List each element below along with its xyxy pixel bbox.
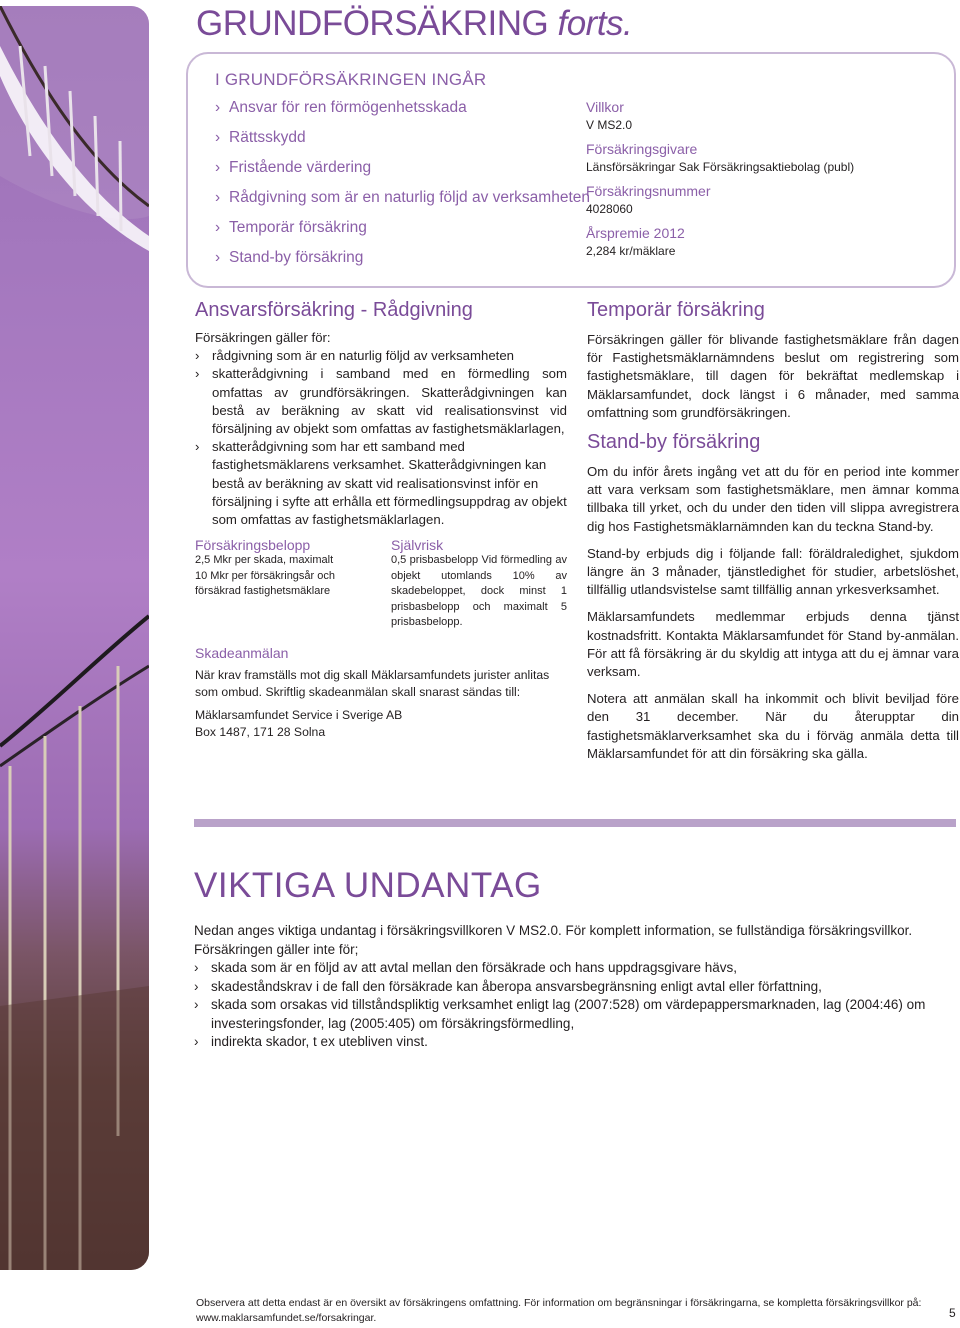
- villkor-value: V MS2.0: [586, 118, 633, 132]
- list-item-text: indirekta skador, t ex utebliven vinst.: [211, 1034, 428, 1049]
- chevron-right-icon: ›: [215, 99, 221, 116]
- page-title-main: GRUNDFÖRSÄKRING: [196, 4, 549, 43]
- standby-p3: Mäklarsamfundets medlemmar erbjuds denna tjänst kostnadsfritt. Kontakta Mäklarsamfundet för Stand by-anmälan. För att få försäkring är du skyldig att intyga att du ej ämnar vara verksam.: [587, 609, 959, 680]
- chevron-right-icon: ›: [195, 439, 200, 455]
- premie-label: Årspremie 2012: [586, 225, 685, 241]
- standby-p2: Stand-by erbjuds dig i följande fall: föräldraledighet, sjukdom längre än 3 månader, tjänstledighet för studier, arbetslöshet, tillfällig utlandsvistelse samt tillfällig annan yrkesverksamhet.: [587, 545, 959, 598]
- temporar-text: Försäkringen gäller för blivande fastighetsmäklare från dagen för Fastighetsmäklarnämndens beslut om registrering som fastighetsmäklare, till dagen för bekräftat medlemskap i Mäklarsamfundet, dock längst i 6 månader, med samma omfattning som grundförsäkringen.: [587, 332, 959, 420]
- chevron-right-icon: ›: [194, 978, 199, 994]
- staircase-photo: [0, 6, 149, 1270]
- chevron-right-icon: ›: [215, 159, 221, 176]
- viktiga-heading: VIKTIGA UNDANTAG: [194, 866, 542, 905]
- page-number: 5: [949, 1306, 956, 1320]
- list-item-text: skadeståndskrav i de fall den försäkrade kan åberopa ansvarsbegränsning enligt avtal eller författning,: [211, 978, 822, 994]
- address-line-2: Box 1487, 171 28 Solna: [195, 724, 326, 739]
- list-item: [215, 247, 590, 277]
- chevron-right-icon: ›: [195, 348, 200, 364]
- viktiga-list: [194, 959, 954, 1052]
- list-item: [215, 97, 590, 127]
- list-item: [195, 365, 567, 438]
- viktiga-body: [194, 922, 954, 1052]
- nummer-label: Försäkringsnummer: [586, 183, 711, 199]
- belopp-row: [195, 537, 567, 631]
- belopp-text: 2,5 Mkr per skada, maximalt 10 Mkr per försäkringsår och försäkrad fastighetsmäklare: [195, 554, 335, 598]
- ansvar-section: [195, 299, 567, 741]
- nummer-value: 4028060: [586, 202, 633, 216]
- standby-p1: Om du inför årets ingång vet att du för en period inte kommer att vara verksam som fastighetsmäklare, men ämnar komma tillbaka till yrket, och du under den tiden vill slippa avregistrera dig hos Fastighetsmäklarnämnden kan du teckna Stand-by.: [587, 464, 959, 534]
- included-list: [215, 97, 590, 277]
- belopp-block: [195, 537, 391, 631]
- skade-label: Skadeanmälan: [195, 644, 289, 661]
- chevron-right-icon: ›: [215, 189, 221, 206]
- chevron-right-icon: ›: [215, 219, 221, 236]
- list-item-text: skada som är en följd av att avtal mellan den försäkrade och hans uppdragsgivare hävs,: [211, 960, 738, 975]
- givare-label: Försäkringsgivare: [586, 141, 698, 157]
- temporar-heading: Temporär försäkring: [587, 299, 765, 321]
- temporar-body: [587, 331, 959, 422]
- standby-heading: Stand-by försäkring: [587, 431, 761, 454]
- standby-p4: Notera att anmälan skall ha inkommit och blivit beviljad före den 31 december. När du återupptar din fastighetsmäklarverksamhet ska du i förväg anmäla detta till Mäklarsamfundet för att din försäkring ska gälla.: [587, 691, 959, 761]
- list-item: [194, 959, 954, 978]
- list-item: [215, 157, 590, 187]
- list-item-label: Stand-by försäkring: [229, 249, 364, 266]
- list-item: [195, 438, 567, 529]
- section-divider: [194, 819, 956, 827]
- list-item: [215, 217, 590, 247]
- chevron-right-icon: ›: [215, 249, 221, 266]
- list-item-label: Temporär försäkring: [229, 219, 367, 236]
- list-item-text: skatterådgivning som har ett samband med fastighetsmäklarens verksamhet. Skatterådgivningen kan bestå av beräkning av skatt vid realisationsvinst inför en försäljning i syfte att erhålla ett förmedlingsuppdrag av objekt som omfattas av fastighetsmäklarlagen.: [212, 439, 567, 528]
- ansvar-body: [195, 329, 567, 529]
- list-item-label: Rättsskydd: [229, 129, 306, 146]
- standby-body: [587, 463, 959, 763]
- belopp-label: Försäkringsbelopp: [195, 537, 311, 554]
- list-item: [194, 996, 954, 1033]
- chevron-right-icon: ›: [195, 366, 200, 382]
- included-heading: I GRUNDFÖRSÄKRINGEN INGÅR: [215, 70, 487, 89]
- viktiga-intro-1: Nedan anges viktiga undantag i försäkringsvillkoren V MS2.0. För komplett information, se fullständiga försäkringsvillkor.: [194, 923, 913, 938]
- page-title: [196, 0, 632, 48]
- chevron-right-icon: ›: [194, 997, 199, 1012]
- list-item-label: Ansvar för ren förmögenhetsskada: [229, 99, 467, 116]
- chevron-right-icon: ›: [194, 960, 199, 975]
- sjalvrisk-block: [391, 537, 567, 631]
- chevron-right-icon: ›: [215, 129, 221, 146]
- list-item-text: skatterådgivning i samband med en förmedling som omfattas av grundförsäkringen. Skatterådgivningen kan bestå av beräkning av skatt vid realisationsvinst vid försäljning av objekt som omfattas av fastighetsmäklarlagen,: [212, 366, 567, 437]
- list-item: [194, 1033, 954, 1052]
- skade-text: När krav framställs mot dig skall Mäklarsamfundets jurister anlitas som ombud. Skriftlig skadeanmälan skall snarast sändas till:: [195, 667, 550, 699]
- givare-value: Länsförsäkringar Sak Försäkringsaktiebolag (publ): [586, 160, 855, 174]
- ansvar-list: [195, 347, 567, 529]
- sjalvrisk-text: 0,5 prisbasbelopp Vid förmedling av objekt utomlands 10% av skadebeloppet, dock minst 1 prisbasbelopp och maximalt 5 prisbasbelopp.: [391, 554, 567, 629]
- sjalvrisk-label: Självrisk: [391, 537, 444, 554]
- ansvar-intro: Försäkringen gäller för:: [195, 330, 331, 345]
- list-item-label: Rådgivning som är en naturlig följd av verksamheten: [229, 189, 590, 206]
- footer-note: Observera att detta endast är en översikt av försäkringens omfattning. För information om begränsningar i försäkringarna, se kompletta försäkringsvillkor på: www.maklarsamfundet.se/forsakringar.: [196, 1297, 922, 1324]
- list-item: [215, 127, 590, 157]
- policy-info: [586, 98, 926, 266]
- villkor-label: Villkor: [586, 99, 624, 115]
- list-item-label: Fristående värdering: [229, 159, 372, 176]
- address-line-1: Mäklarsamfundet Service i Sverige AB: [195, 707, 403, 722]
- ansvar-heading: Ansvarsförsäkring - Rådgivning: [195, 299, 473, 321]
- list-item: [195, 347, 567, 365]
- viktiga-intro-2: Försäkringen gäller inte för;: [194, 941, 359, 957]
- list-item: [215, 187, 590, 217]
- list-item-text: rådgivning som är en naturlig följd av verksamheten: [212, 348, 515, 364]
- right-column: [587, 299, 959, 772]
- list-item: [194, 978, 954, 997]
- list-item-text: skada som orsakas vid tillståndspliktig verksamhet enligt lag (2007:528) om värdepappersmarknaden, lag (2004:46) om investeringsfonder, lag (2005:405) om försäkringsförmedling,: [211, 997, 926, 1031]
- chevron-right-icon: ›: [194, 1034, 199, 1049]
- page-title-italic: forts.: [557, 4, 633, 43]
- premie-value: 2,284 kr/mäklare: [586, 244, 676, 258]
